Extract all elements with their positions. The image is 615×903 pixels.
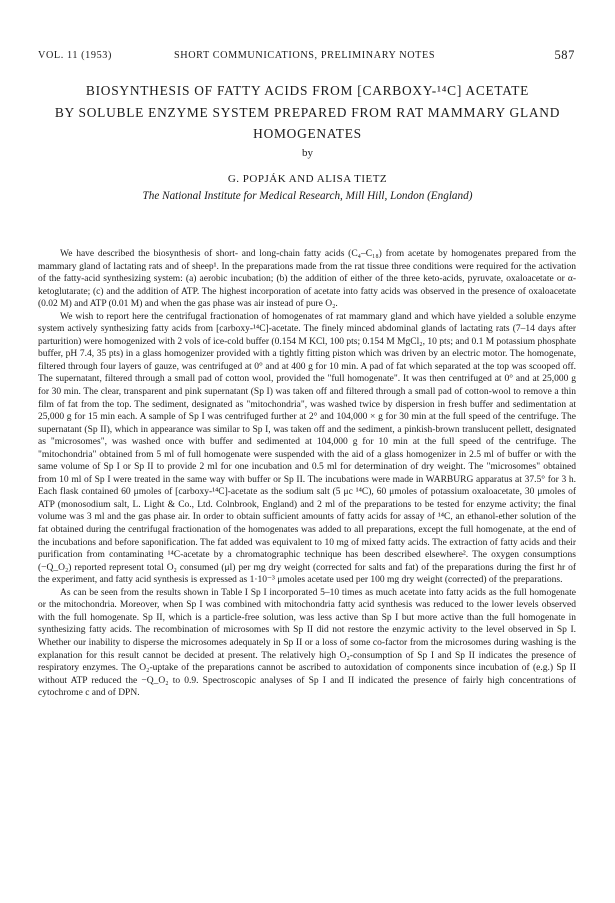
section-label: SHORT COMMUNICATIONS, PRELIMINARY NOTES [174,50,436,61]
by-label: by [302,147,313,159]
title-line: HOMOGENATES [253,126,362,141]
paragraph: We have described the biosynthesis of short- and long-chain fatty acids (C₄–C₁₈) from acetate by homogenates prepared from the mammary gland of lactating rats and of sheep¹. In the preparations made from the rat tissue three conditions were required for the activation of the fatty-acid synthesizing system: (a) aerobic incubation; (b) the addition of either of the three keto-acids, pyruvate, oxaloacetate or α-ketoglutarate; (c) and the addition of ATP. The highest incorporation of acetate into fatty acids was observed in the presence of oxaloacetate (0.02 M) and ATP (0.01 M) and when the gas phase was air instead of pure O₂. [38,249,576,310]
title-line: BIOSYNTHESIS OF FATTY ACIDS FROM [CARBOXY-¹⁴C] ACETATE [85,83,530,98]
running-head [38,50,575,66]
title-line: BY SOLUBLE ENZYME SYSTEM PREPARED FROM RAT MAMMARY GLAND [54,104,561,120]
article-body [38,248,576,700]
paragraph: We wish to report here the centrifugal fractionation of homogenates of rat mammary gland and which have yielded a soluble enzyme system actively synthesizing fatty acids from [carboxy-¹⁴C]-acetate. The finely minced abdominal glands of lactating rats (7–14 days after parturition) were homogenized with 2 vols of ice-cold buffer (0.154 M KCl, 100 pts; 0.154 M MgCl₂, 10 pts; and 0.1 M potassium phosphate buffer, pH 7.4, 35 pts) in a glass homogenizer provided with a tightly fitting piston which was driven by an electric motor. The homogenate, filtered through four layers of gauze, was centrifuged at 0° and at 400 g for 10 min. A pad of fat which separated at the top was scooped off. The supernatant, filtered through a small pad of cotton wool, provided the "full homogenate". It was then centrifuged at 0° and at 25,000 g for 30 min. The clear, transparent and pink supernatant (Sp I) was taken off and filtered through a small pad of cotton-wool to remove a thin film of fat from the top. The sediment, designated as "mitochondria", was washed twice by dispersion in fresh buffer and sedimentation at 25,000 g for 15 min each. A sample of Sp I was centrifuged further at 2° and 104,000 × g for 30 min at the full speed of the centrifuge. The supernatant (Sp II), which in appearance was similar to Sp I, was taken off and the sediment, a pinkish-brown translucent pellett, designated as "microsomes", was washed once with buffer and sedimented at 104,000 g for 10 min at the full speed of the centrifuge. The "mitochondria" obtained from 5 ml of full homogenate were suspended with the aid of a glass homogenizer in 2.5 ml of buffer or with the same volume of Sp I or Sp II to provide 2 ml for one incubation and 0.5 ml for determination of dry weight. The "microsomes" obtained from 10 ml of Sp I were treated in the same way with buffer or Sp II. The incubations were made in WARBURG apparatus at 37.5° for 3 h. Each flask contained 60 μmoles of [carboxy-¹⁴C]-acetate as the sodium salt (5 μc ¹⁴C), 60 μmoles of potassium oxaloacetate, 30 μmoles of ATP (monosodium salt, L. Light & Co., Ltd. Colnbrook, England) and 2 ml of the preparations to be tested for enzyme activity; the final volume was 3 ml and the gas phase air. In order to obtain sufficient amounts of fatty acids for assay of ¹⁴C, an ethanol-ether solution of the fat obtained during the centrifugal fractionation of the homogenates was added to all preparations, except the full homogenate, at the end of the incubations and before saponification. The fat added was equivalent to 10 mg of mixed fatty acids. The extraction of fatty acids and their purification from contaminating ¹⁴C-acetate by a chromatographic technique has been described elsewhere². The oxygen consumptions (−Q_O₂) reported represent total O₂ consumed (μl) per mg dry weight (corrected for salts and fat) of the preparations during the first hr of the experiment, and fatty acid synthesis is expressed as 1·10⁻³ μmoles acetate used per 100 mg dry weight (corrected) of the preparations. [38,311,576,586]
affiliation: The National Institute for Medical Research, Mill Hill, London (England) [142,190,473,202]
authors: G. POPJÁK AND ALISA TIETZ [227,173,388,185]
article-title [30,80,585,145]
paragraph: As can be seen from the results shown in Table I Sp I incorporated 5–10 times as much acetate into fatty acids as the full homogenate or the mitochondria. Moreover, when Sp I was combined with mitochondria fatty acid synthesis was reduced to the lower levels observed with the full homogenate. Sp II, which is a particle-free solution, was less active than Sp I but more active than the full homogenate in synthesizing fatty acids. The recombination of microsomes with Sp II did not restore the enzymic activity to the level observed in Sp I. Whether our inability to disperse the microsomes adequately in Sp II or a loss of some co-factor from the microsomes during washing is the explanation for this result cannot be decided at present. The relatively high O₂-consumption of Sp I and Sp II indicates the presence of respiratory enzymes. The O₂-uptake of the preparations cannot be ascribed to autoxidation of components since incubation of (e.g.) Sp II without ATP reduced the −Q_O₂ to 0.9. Spectroscopic analyses of Sp I and II indicated the presence of fairly high concentrations of cytochrome c and of DPN. [38,587,576,699]
volume-label: VOL. 11 (1953) [38,50,112,61]
page-number: 587 [554,48,575,62]
